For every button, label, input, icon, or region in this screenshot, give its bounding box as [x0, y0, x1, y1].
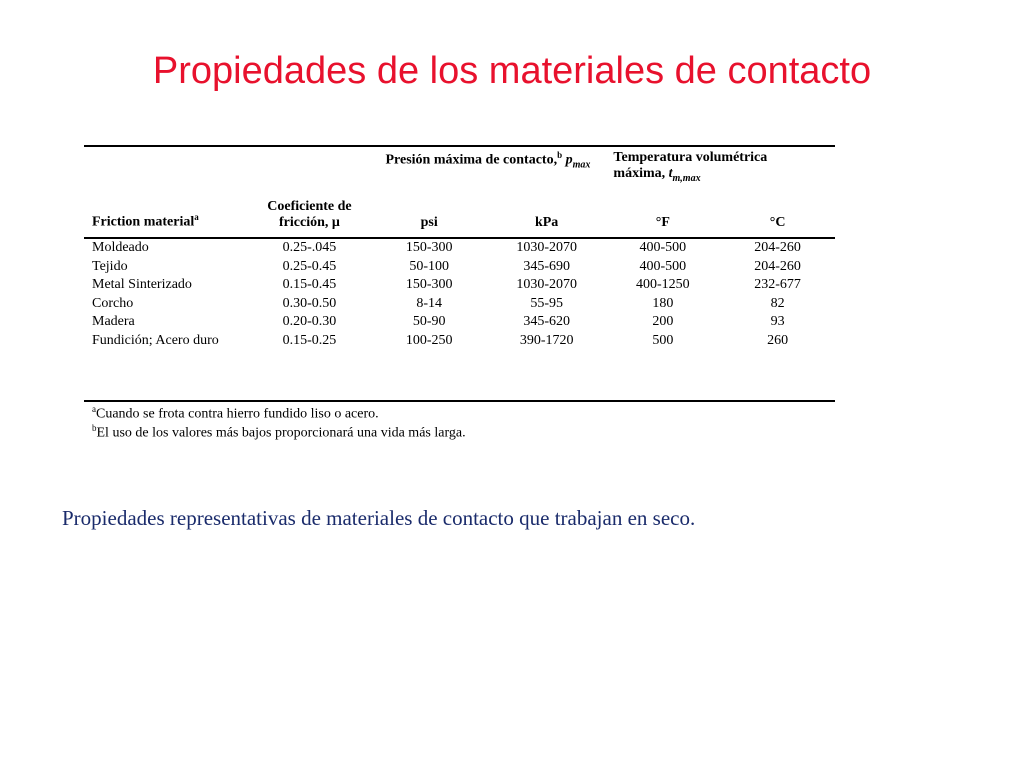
header-friction-material: Friction material$^a$: [92, 212, 199, 230]
cell-psi: 8-14: [416, 295, 442, 311]
cell-material: Madera: [92, 314, 135, 330]
cell-material: Moldeado: [92, 240, 149, 256]
table-row: [84, 258, 835, 277]
friction-materials-table: [84, 145, 835, 441]
cell-material: Tejido: [92, 258, 128, 274]
cell-coefficient: 0.25-.045: [282, 240, 337, 256]
cell-celsius: 260: [767, 332, 789, 348]
slide-title: Propiedades de los materiales de contacto: [152, 50, 872, 92]
header-psi: psi: [420, 215, 438, 230]
header-coefficient: Coeficiente de fricción, μ: [267, 199, 352, 230]
pressure-group-header: Presión máxima de contacto,$^b$ $p_{max}$: [385, 150, 591, 171]
cell-coefficient: 0.25-0.45: [282, 258, 337, 274]
table-row: [84, 276, 835, 295]
cell-psi: 150-300: [405, 240, 453, 256]
table-body: [84, 239, 835, 350]
cell-coefficient: 0.20-0.30: [282, 314, 337, 330]
cell-celsius: 82: [770, 295, 785, 311]
cell-coefficient: 0.30-0.50: [282, 295, 337, 311]
table-row: [84, 239, 835, 258]
cell-fahrenheit: 400-500: [639, 258, 687, 274]
cell-coefficient: 0.15-0.45: [282, 277, 337, 293]
cell-fahrenheit: 200: [652, 314, 674, 330]
header-kpa: kPa: [534, 215, 559, 230]
cell-celsius: 204-260: [754, 240, 801, 256]
cell-material: Corcho: [92, 295, 134, 311]
cell-kpa: 1030-2070: [516, 277, 577, 293]
cell-kpa: 345-620: [523, 314, 570, 330]
cell-psi: 50-100: [409, 258, 449, 274]
header-celsius: °C: [769, 215, 786, 230]
cell-material: Fundición; Acero duro: [92, 332, 219, 348]
footnotes: [84, 402, 835, 441]
footnote-b: $^b$El uso de los valores más bajos proporcionará una vida más larga.: [92, 422, 466, 441]
cell-material: Metal Sinterizado: [92, 277, 192, 293]
cell-fahrenheit: 400-1250: [635, 277, 690, 293]
header-fahrenheit: °F: [655, 215, 670, 230]
cell-coefficient: 0.15-0.25: [282, 332, 337, 348]
cell-psi: 50-90: [412, 314, 446, 330]
cell-kpa: 390-1720: [519, 332, 574, 348]
slide-caption: Propiedades representativas de materiales de contacto que trabajan en seco.: [62, 506, 696, 530]
table-row: [84, 332, 835, 351]
cell-fahrenheit: 500: [652, 332, 674, 348]
cell-kpa: 345-690: [523, 258, 570, 274]
cell-celsius: 93: [770, 314, 785, 330]
cell-celsius: 232-677: [754, 277, 801, 293]
table-row: [84, 313, 835, 332]
cell-celsius: 204-260: [754, 258, 801, 274]
cell-kpa: 1030-2070: [516, 240, 577, 256]
cell-psi: 150-300: [405, 277, 453, 293]
cell-psi: 100-250: [405, 332, 453, 348]
cell-kpa: 55-95: [530, 295, 563, 311]
footnote-a: $^a$Cuando se frota contra hierro fundido liso o acero.: [92, 404, 379, 422]
cell-fahrenheit: 180: [652, 295, 674, 311]
cell-fahrenheit: 400-500: [639, 240, 687, 256]
temperature-group-header: Temperatura volumétrica máxima, $t_{m,max}$: [613, 150, 768, 184]
table-row: [84, 295, 835, 314]
